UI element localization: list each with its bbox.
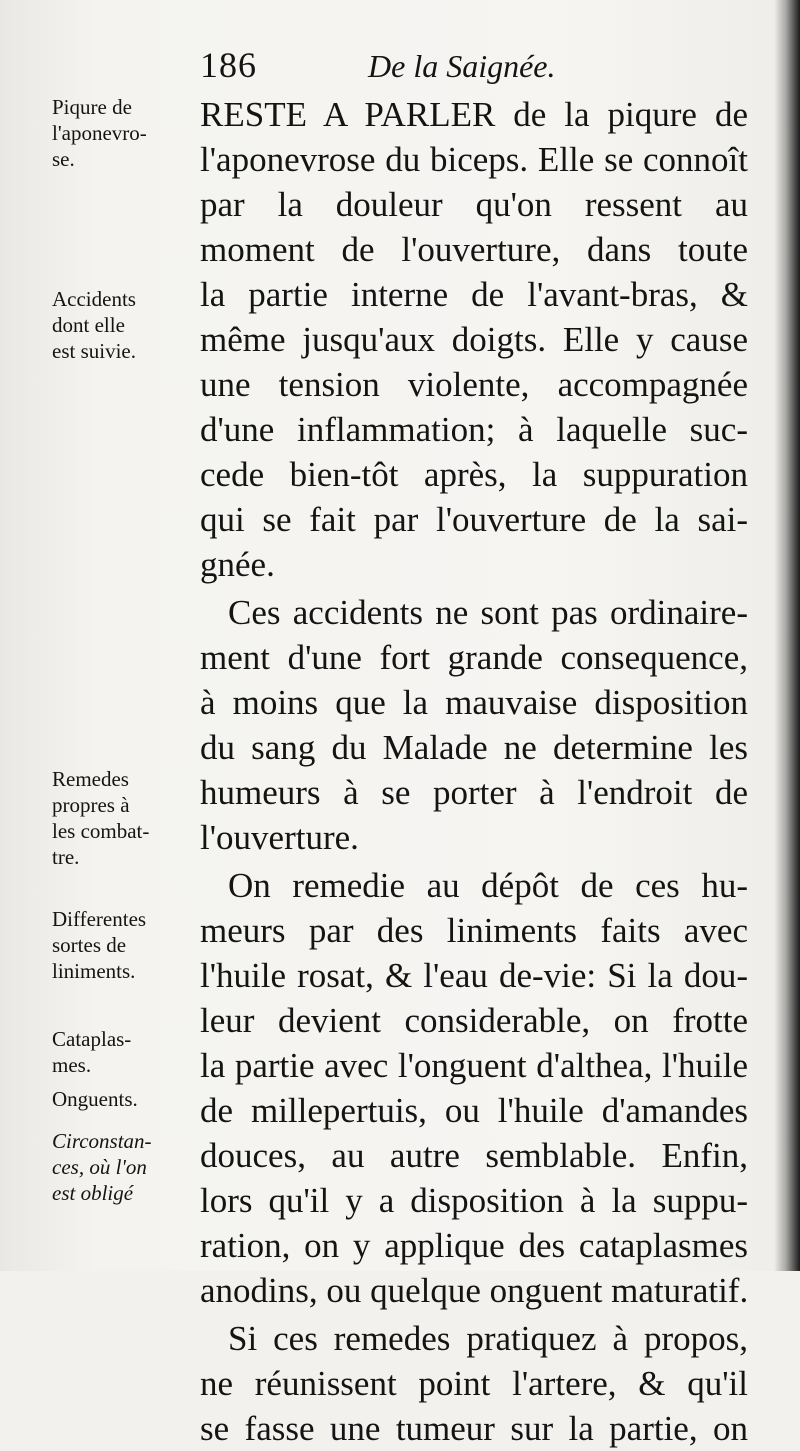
margin-note-line: mes. (52, 1053, 92, 1077)
text-line: ration, on y applique des cataplasmes (200, 1226, 748, 1265)
margin-note (52, 1128, 200, 1206)
text-line: cede bien-tôt après, la suppuration (200, 455, 748, 494)
text-line: On remedie au dépôt de ces hu- (228, 866, 748, 905)
text-line: RESTE A PARLER de la piqure de (200, 95, 748, 134)
text-line: douces, au autre semblable. Enfin, (200, 1136, 748, 1175)
margin-note-line: Circonstan- (52, 1129, 152, 1153)
margin-note (52, 906, 200, 984)
page-header (200, 44, 580, 90)
text-line: qui se fait par l'ouverture de la sai- (200, 500, 748, 539)
text-line: ne réunissent point l'artere, & qu'il (200, 1364, 748, 1403)
page-number: 186 (200, 45, 257, 85)
text-line: d'une inflammation; à laquelle suc- (200, 410, 748, 449)
text-line: lors qu'il y a disposition à la suppu- (200, 1181, 748, 1220)
margin-note-line: se. (52, 147, 75, 171)
margin-note-line: liniments. (52, 959, 136, 983)
text-line: anodins, ou quelque onguent maturatif. (200, 1271, 748, 1310)
margin-note-line: est obligé (52, 1181, 134, 1205)
text-line: par la douleur qu'on ressent au (200, 185, 748, 224)
margin-note-line: l'aponevro- (52, 121, 147, 145)
margin-note-line: les combat- (52, 819, 150, 843)
text-line: de millepertuis, ou l'huile d'amandes (200, 1091, 748, 1130)
margin-note (52, 286, 200, 364)
margin-note-line: Accidents (52, 287, 136, 311)
text-line: l'huile rosat, & l'eau de-vie: Si la dou- (200, 956, 748, 995)
text-line: une tension violente, accompagnée (200, 365, 748, 404)
margin-note (52, 1026, 200, 1078)
page-edge-shadow (774, 0, 800, 1271)
margin-note-line: est suivie. (52, 339, 136, 363)
text-line: même jusqu'aux doigts. Elle y cause (200, 320, 748, 359)
text-line: leur devient considerable, on frotte (200, 1001, 748, 1040)
margin-note-line: Differentes (52, 907, 147, 931)
margin-note-line: propres à (52, 793, 130, 817)
text-line: humeurs à se porter à l'endroit de (200, 773, 748, 812)
margin-note-line: dont elle (52, 313, 125, 337)
main-text (200, 92, 748, 1451)
margin-note-line: Piqure de (52, 95, 132, 119)
text-line: ment d'une fort grande consequence, (200, 638, 748, 677)
text-line: à moins que la mauvaise disposition (200, 683, 748, 722)
margin-note (52, 1086, 200, 1112)
margin-note (52, 94, 200, 172)
text-line: l'aponevrose du biceps. Elle se connoît (200, 140, 748, 179)
text-line: l'ouverture. (200, 818, 359, 857)
margin-note (52, 766, 200, 870)
margin-note-line: tre. (52, 845, 80, 869)
margin-note-line: sortes de (52, 933, 127, 957)
text-line: se fasse une tumeur sur la partie, on (200, 1409, 748, 1448)
text-line: moment de l'ouverture, dans toute (200, 230, 748, 269)
margin-note-line: ces, où l'on (52, 1155, 147, 1179)
running-title: De la Saignée. (368, 48, 556, 84)
text-line: du sang du Malade ne determine les (200, 728, 748, 767)
text-line: meurs par des liniments faits avec (200, 911, 748, 950)
text-line: la partie avec l'onguent d'althea, l'huile (200, 1046, 748, 1085)
text-line: Ces accidents ne sont pas ordinaire- (228, 593, 748, 632)
margin-note-line: Remedes (52, 767, 129, 791)
text-line: gnée. (200, 545, 275, 584)
margin-note-line: Onguents. (52, 1087, 138, 1111)
text-line: la partie interne de l'avant-bras, & (200, 275, 748, 314)
margin-note-line: Cataplas- (52, 1027, 132, 1051)
text-line: Si ces remedes pratiquez à propos, (228, 1319, 748, 1358)
